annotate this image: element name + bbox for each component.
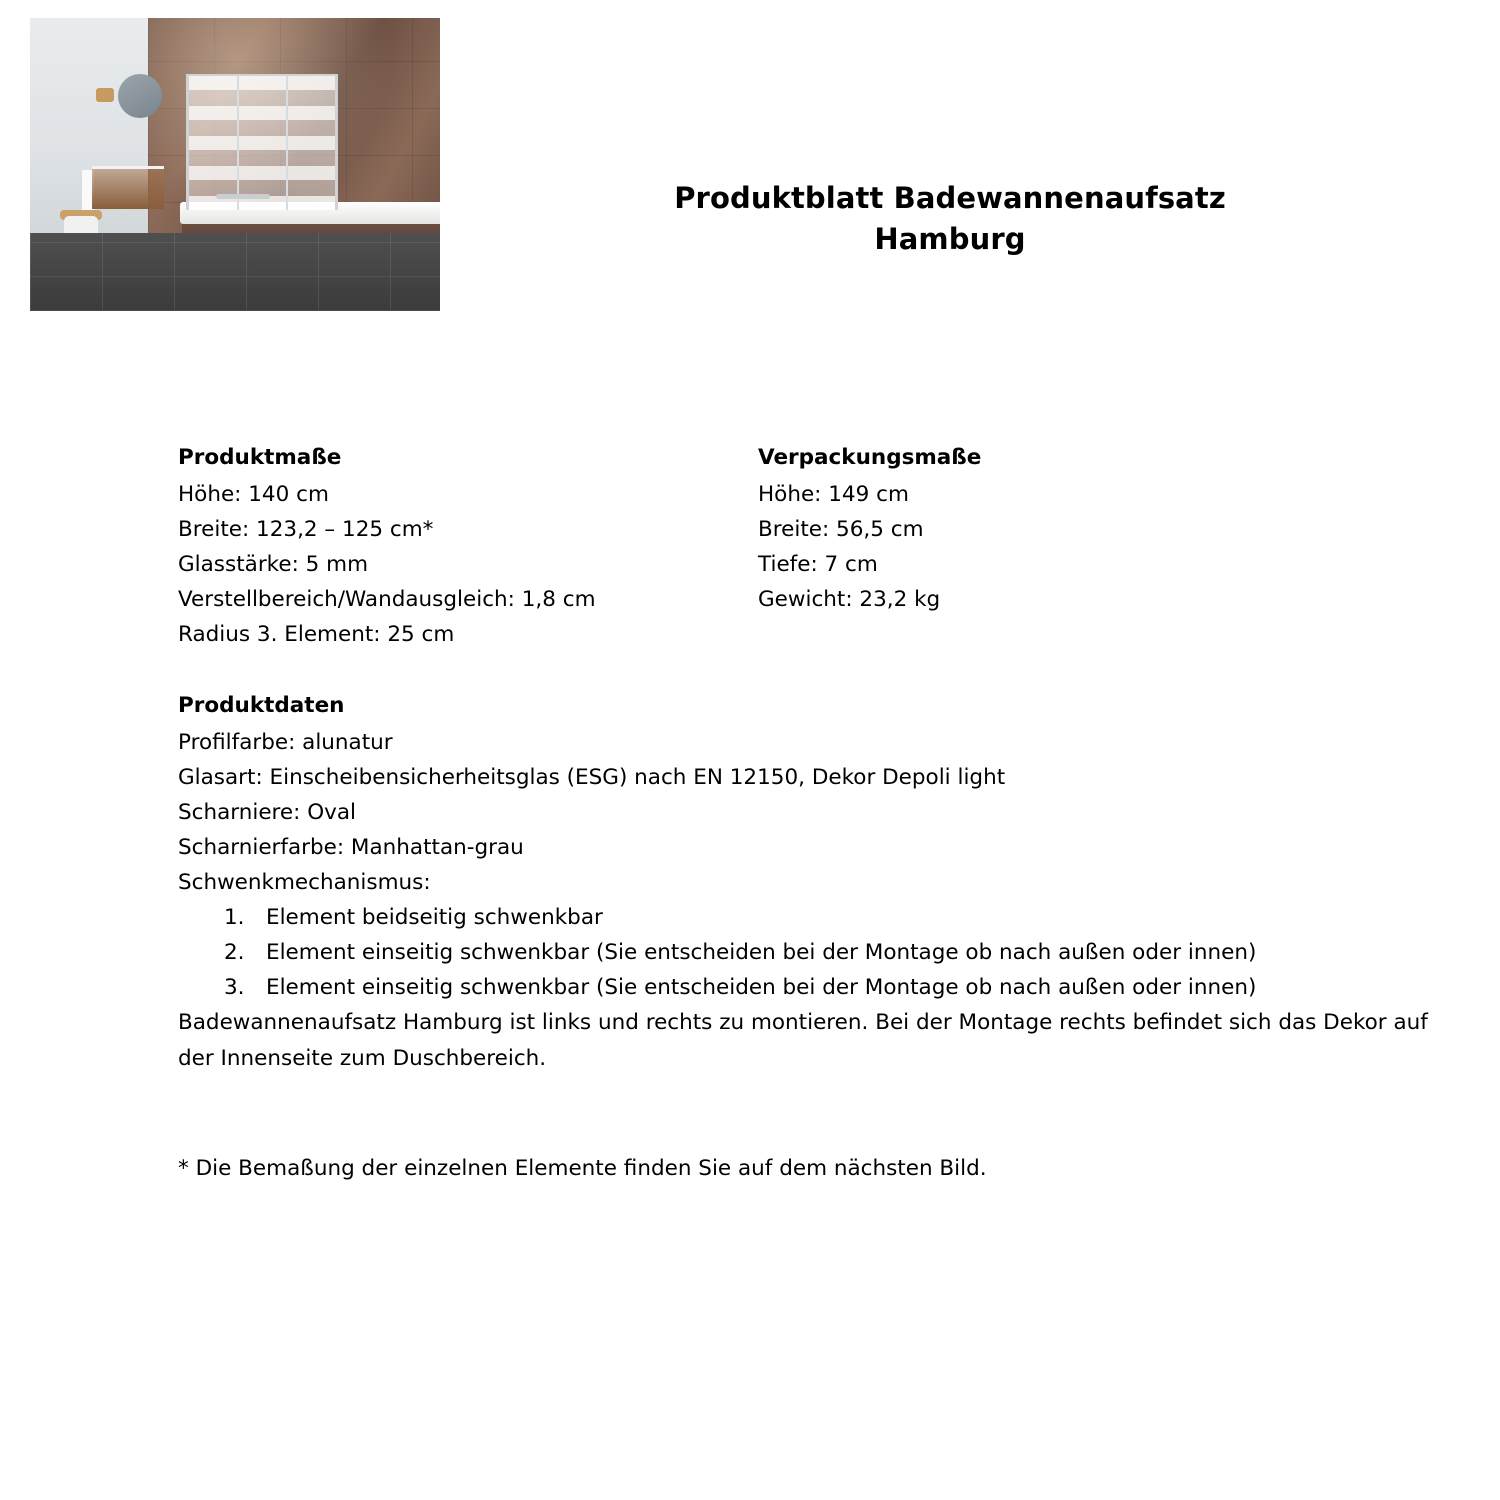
list-item-text: Element beidseitig schwenkbar: [266, 905, 603, 931]
page-title: [470, 178, 1430, 260]
bath-screen: [186, 74, 338, 210]
list-item-text: Element einseitig schwenkbar (Sie entscheiden bei der Montage ob nach außen oder innen): [266, 975, 1257, 1001]
product-dimensions-section: [178, 440, 758, 652]
product-data-line: Profilfarbe: alunatur: [178, 730, 393, 756]
vanity-cabinet: [92, 166, 164, 209]
product-data-line: Schwenkmechanismus:: [178, 870, 431, 896]
list-item-number: 2.: [224, 940, 245, 966]
product-data-line: Scharnierfarbe: Manhattan-grau: [178, 835, 524, 861]
product-dimension-line: Verstellbereich/Wandausgleich: 1,8 cm: [178, 587, 596, 613]
product-photo: [30, 18, 440, 311]
screen-divider-2: [286, 76, 288, 210]
list-item-number: 3.: [224, 975, 245, 1001]
list-item: [178, 970, 1438, 1005]
product-data-line: Scharniere: Oval: [178, 800, 357, 826]
floor-tile-lines: [30, 233, 440, 311]
product-dimension-line: Höhe: 140 cm: [178, 482, 329, 508]
document-body: [178, 440, 1438, 1076]
packaging-dimensions-heading: Verpackungsmaße: [758, 445, 982, 470]
list-item-text: Element einseitig schwenkbar (Sie entscheiden bei der Montage ob nach außen oder innen): [266, 940, 1257, 966]
bathroom-scene-illustration: [30, 18, 440, 311]
packaging-dimension-line: Gewicht: 23,2 kg: [758, 587, 941, 613]
dimensions-columns: [178, 440, 1438, 652]
swivel-mechanism-list: [178, 900, 1438, 1005]
product-data-section: [178, 688, 1438, 1075]
document-header: [30, 18, 1470, 318]
mounting-note-paragraph: Badewannenaufsatz Hamburg ist links und rechts zu montieren. Bei der Montage rechts befindet sich das Dekor auf der Innenseite zum Duschbereich.: [178, 1010, 1428, 1071]
round-mirror: [118, 74, 162, 118]
floor: [30, 233, 440, 311]
packaging-dimensions-section: [758, 440, 1318, 617]
screen-divider-1: [237, 76, 239, 210]
section-spacer: [178, 652, 1438, 688]
packaging-dimension-line: Höhe: 149 cm: [758, 482, 909, 508]
screen-decor-stripes: [189, 76, 335, 210]
page-title-line-1: Produktblatt Badewannenaufsatz: [674, 181, 1226, 215]
wall-lamp: [96, 88, 114, 102]
list-item: [178, 900, 1438, 935]
page-title-line-2: Hamburg: [874, 222, 1026, 257]
footnote: * Die Bemaßung der einzelnen Elemente finden Sie auf dem nächsten Bild.: [178, 1156, 987, 1181]
product-data-line: Glasart: Einscheibensicherheitsglas (ESG) nach EN 12150, Dekor Depoli light: [178, 765, 1006, 791]
product-dimension-line: Radius 3. Element: 25 cm: [178, 622, 455, 648]
product-data-heading: Produktdaten: [178, 693, 345, 719]
list-item-number: 1.: [224, 905, 245, 931]
list-item: [178, 935, 1438, 970]
packaging-dimension-line: Breite: 56,5 cm: [758, 517, 924, 543]
product-dimensions-heading: Produktmaße: [178, 445, 342, 470]
product-dimension-line: Breite: 123,2 – 125 cm*: [178, 517, 434, 543]
packaging-dimension-line: Tiefe: 7 cm: [758, 552, 878, 578]
product-dimension-line: Glasstärke: 5 mm: [178, 552, 369, 578]
hand-shower-rail: [216, 194, 270, 199]
